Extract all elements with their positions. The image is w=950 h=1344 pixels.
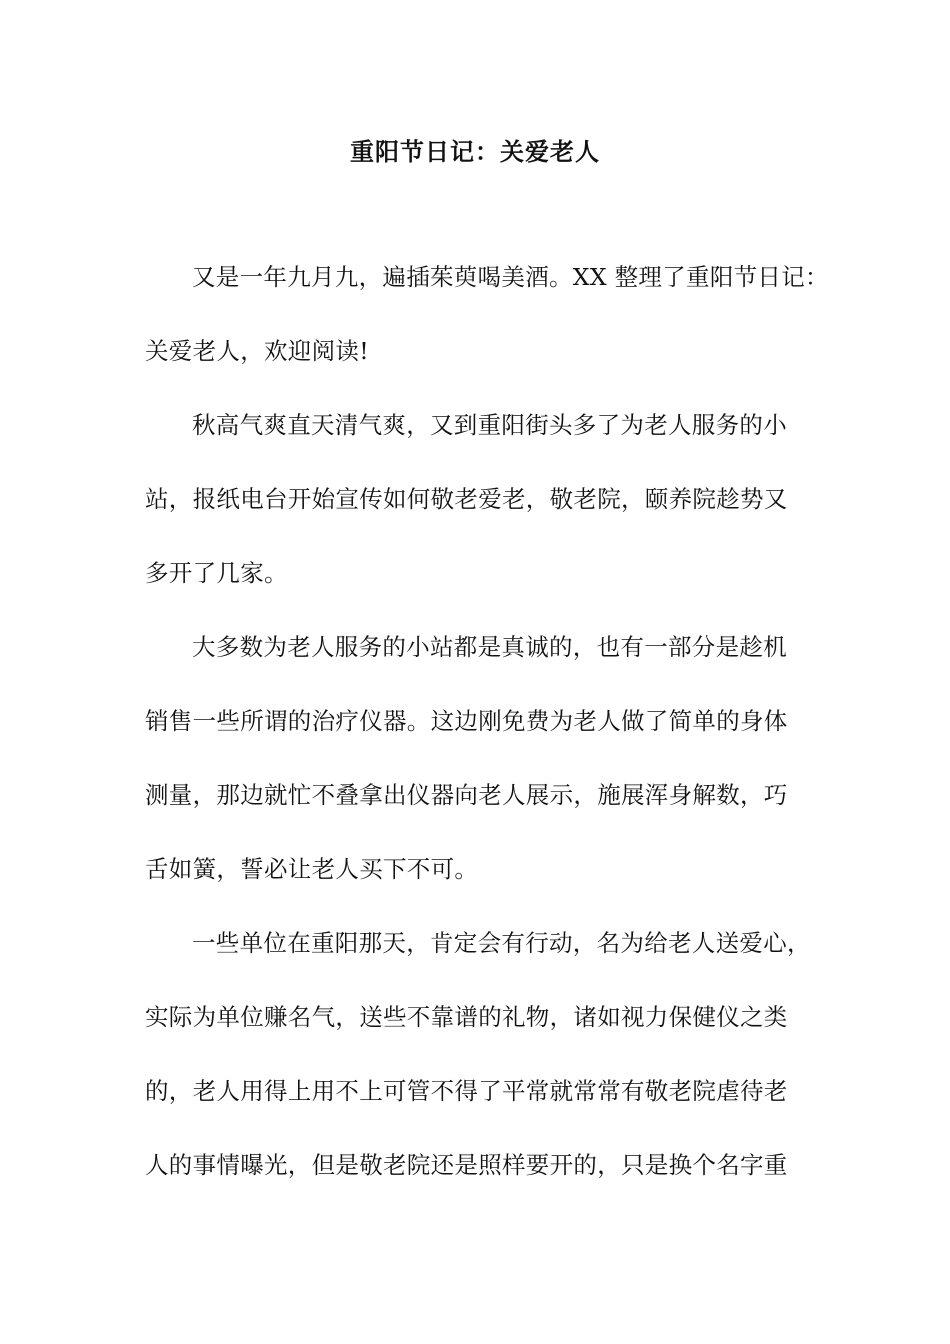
paragraph-line: 秋高气爽直天清气爽，又到重阳街头多了为老人服务的小: [192, 411, 787, 439]
paragraph-line: 站，报纸电台开始宣传如何敬老爱老，敬老院，颐养院趁势又: [145, 485, 788, 513]
paragraph-line: 关爱老人，欢迎阅读!: [145, 337, 369, 365]
document-title: 重阳节日记：关爱老人: [350, 137, 600, 166]
paragraph-line: 人的事情曝光，但是敬老院还是照样要开的，只是换个名字重: [145, 1151, 788, 1179]
document-body: [145, 250, 829, 1212]
paragraph-line: 又是一年九月九，遍插茱萸喝美酒。XX 整理了重阳节日记：: [192, 263, 829, 291]
paragraph-line: 一些单位在重阳那天，肯定会有行动，名为给老人送爱心，: [192, 929, 811, 957]
paragraph-line: 大多数为老人服务的小站都是真诚的，也有一部分是趁机: [192, 633, 787, 661]
paragraph-line: 的，老人用得上用不上可管不得了平常就常常有敬老院虐待老: [145, 1077, 788, 1105]
paragraph-line: 实际为单位赚名气，送些不靠谱的礼物，诸如视力保健仪之类: [145, 1003, 788, 1031]
paragraph-line: 舌如簧，誓必让老人买下不可。: [145, 855, 479, 883]
paragraph-line: 多开了几家。: [145, 559, 288, 587]
paragraph-line: 销售一些所谓的治疗仪器。这边刚免费为老人做了简单的身体: [145, 707, 788, 735]
paragraph-line: 测量，那边就忙不叠拿出仪器向老人展示，施展浑身解数，巧: [145, 781, 788, 809]
